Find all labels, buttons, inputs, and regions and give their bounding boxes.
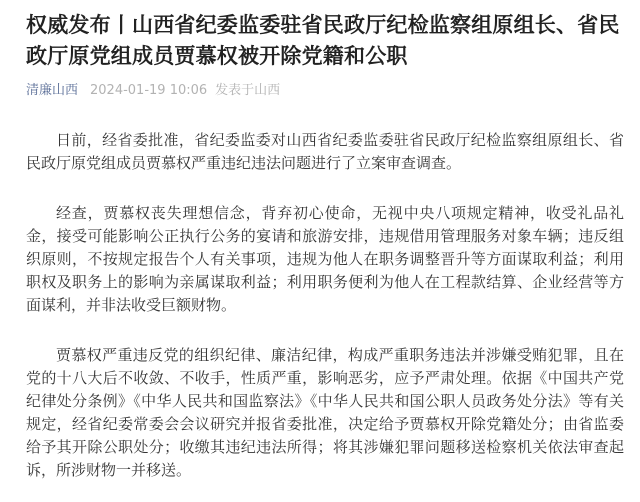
paragraph-1: 日前，经省委批准，省纪委监委对山西省纪委监委驻省民政厅纪检监察组原组长、省民政厅原党组成员贾慕权严重违纪违法问题进行了立案审查调查。	[26, 131, 624, 172]
paragraph-2: 经查，贾慕权丧失理想信念，背弃初心使命，无视中央八项规定精神，收受礼品礼金，接受可能影响公正执行公务的宴请和旅游安排，违规借用管理服务对象车辆；违反组织原则，不按规定报告个人有关事项，违规为他人在职务调整晋升等方面谋取利益；利用职权及职务上的影响为亲属谋取利益；利用职务便利为他人在工程款结算、企业经营等方面谋利，并非法收受巨额财物。	[26, 204, 624, 314]
publish-time: 2024-01-19 10:06	[90, 83, 208, 98]
account-name-link[interactable]: 清廉山西	[26, 83, 79, 98]
article-body	[26, 129, 626, 482]
paragraph-3: 贾慕权严重违反党的组织纪律、廉洁纪律，构成严重职务违法并涉嫌受贿犯罪，且在党的十八大后不收敛、不收手，性质严重，影响恶劣，应予严肃处理。依据《中国共产党纪律处分条例》《中华人民共和国监察法》《中华人民共和国公职人员政务处分法》等有关规定，经省纪委常委会会议研究并报省委批准，决定给予贾慕权开除党籍处分；由省监委给予其开除公职处分；收缴其违纪违法所得；将其涉嫌犯罪问题移送检察机关依法审查起诉，所涉财物一并移送。	[26, 346, 624, 479]
article-title: 权威发布丨山西省纪委监委驻省民政厅纪检监察组原组长、省民政厅原党组成员贾慕权被开除党籍和公职	[26, 13, 620, 68]
publish-location: 发表于山西	[215, 83, 281, 98]
article-meta	[26, 82, 626, 100]
